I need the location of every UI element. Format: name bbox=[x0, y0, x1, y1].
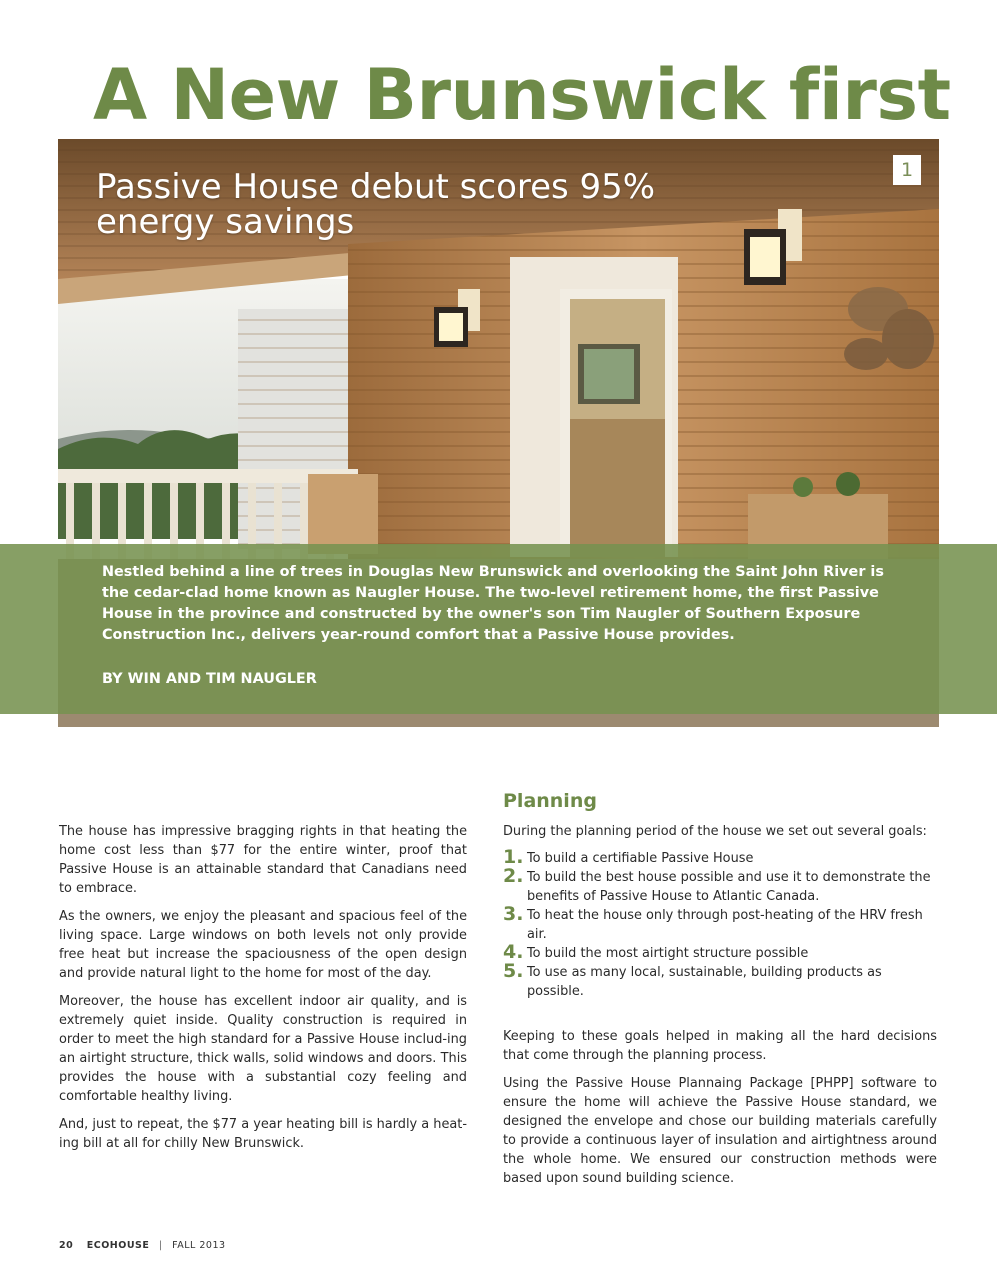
right-column bbox=[503, 788, 937, 1197]
goal-item bbox=[503, 941, 937, 963]
goals-list bbox=[503, 846, 937, 1001]
goal-item bbox=[503, 865, 937, 906]
goal-text: To build a certifiable Passive House bbox=[527, 851, 754, 866]
body-paragraph: Using the Passive House Plannaing Package [PHPP] software to ensure the home will achieve the Passive House standard, we designed the envelope and chose our building materials carefully to provide a continuous layer of insulation and airtightness around the whole home. We ensured our construction methods were based upon sound building science. bbox=[503, 1076, 937, 1186]
publication-name: ECOHOUSE bbox=[86, 1240, 150, 1251]
goal-text: To use as many local, sustainable, building products as possible. bbox=[527, 965, 882, 999]
goal-item bbox=[503, 903, 937, 944]
goal-number: 3. bbox=[503, 903, 524, 925]
footer-separator: | bbox=[158, 1240, 163, 1251]
goal-item bbox=[503, 846, 937, 868]
page-footer bbox=[59, 1239, 226, 1253]
section-title-planning: Planning bbox=[503, 790, 597, 812]
goal-number: 1. bbox=[503, 846, 524, 868]
issue-label: FALL 2013 bbox=[172, 1240, 226, 1251]
goal-number: 5. bbox=[503, 960, 524, 982]
page-number: 20 bbox=[59, 1240, 74, 1251]
planning-intro: During the planning period of the house we set out several goals: bbox=[503, 824, 927, 839]
body-paragraph: The house has impressive bragging rights in that heating the home cost less than $77 for the entire winter, proof that Passive House is an attainable standard that Canadians need to embrace. bbox=[59, 824, 467, 896]
goal-number: 2. bbox=[503, 865, 524, 887]
body-paragraph: And, just to repeat, the $77 a year heating bill is hardly a heat-ing bill at all for chilly New Brunswick. bbox=[59, 1117, 467, 1151]
goal-number: 4. bbox=[503, 941, 524, 963]
goal-text: To build the best house possible and use it to demonstrate the benefits of Passive House to Atlantic Canada. bbox=[527, 870, 931, 904]
body-paragraph: Moreover, the house has excellent indoor air quality, and is extremely quiet inside. Quality construction is required in order to meet the high standard for a Passive House includ-ing an airtight structure, thick walls, solid windows and doors. This provides the house with a substantial cozy feeling and comfortable healthy living. bbox=[59, 994, 467, 1104]
intro-paragraph: Nestled behind a line of trees in Douglas New Brunswick and overlooking the Saint John River is the cedar-clad home known as Naugler House. The two-level retirement home, the first Passive House in the province and constructed by the owner's son Tim Naugler of Southern Exposure Construction Inc., delivers year-round comfort that a Passive House provides. bbox=[102, 564, 884, 643]
goal-text: To build the most airtight structure possible bbox=[527, 946, 809, 961]
left-column bbox=[59, 822, 467, 1162]
byline: BY WIN AND TIM NAUGLER bbox=[102, 671, 317, 687]
headline: A New Brunswick first bbox=[93, 54, 951, 136]
body-paragraph: As the owners, we enjoy the pleasant and spacious feel of the living space. Large windows on both levels not only provide free heat but increase the spaciousness of the open design and provide natural light to the home for most of the day. bbox=[59, 909, 467, 981]
goal-text: To heat the house only through post-heating of the HRV fresh air. bbox=[527, 908, 923, 942]
goal-item bbox=[503, 960, 937, 1001]
body-paragraph: Keeping to these goals helped in making all the hard decisions that come through the planning process. bbox=[503, 1029, 937, 1063]
subhead: Passive House debut scores 95% energy savings bbox=[96, 167, 656, 242]
photo-number-badge: 1 bbox=[893, 155, 921, 185]
